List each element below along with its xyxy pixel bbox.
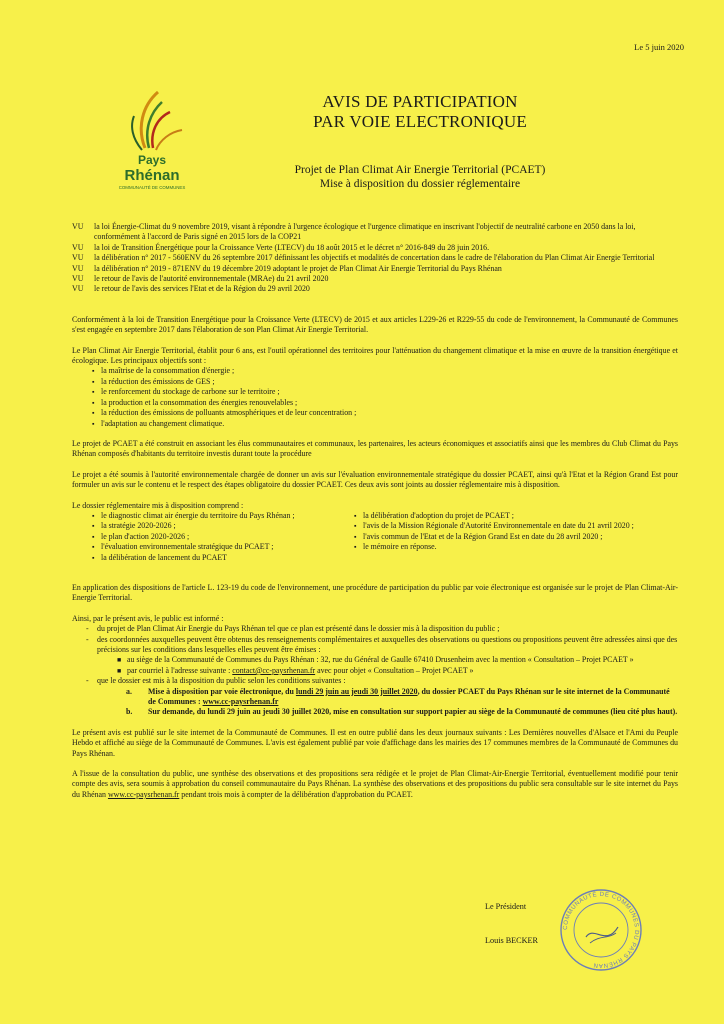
list-item: ▪ la réduction des émissions de GES ; — [92, 377, 678, 387]
email-item: ■ par courriel à l'adresse suivante : contact@cc-paysrhenan.fr avec pour objet « Consultation – Projet PCAET » — [117, 665, 474, 675]
vu-item — [72, 243, 678, 253]
logo-line2: Rhénan — [124, 167, 180, 184]
inform-intro: Ainsi, par le présent avis, le public est informé : — [72, 613, 224, 623]
pays-rhenan-logo — [112, 88, 192, 198]
page-title — [230, 92, 610, 132]
vu-label: VU — [72, 284, 84, 294]
objectives-list — [72, 366, 678, 428]
vu-label: VU — [72, 263, 84, 273]
synthesis-text: A l'issue de la consultation du public, une synthèse des observations et des propositions sera rédigée et le projet de Plan Climat-Air-Energie Territorial, éventuellement modifié pour tenir compte des avis, sera soumis à approbation du conseil communautaire du Pays Rhénan. La synthèse des observations et des propositions du public sera consultable sur le site internet du Pays du Rhénan — [72, 769, 678, 799]
vu-label: VU — [72, 242, 84, 252]
website-link[interactable]: www.cc-paysrhenan.fr — [107, 789, 180, 799]
list-item: ▪ la production et la consommation des énergies renouvelables ; — [92, 398, 678, 408]
vu-item — [72, 264, 678, 274]
inform-text: que le dossier est mis à la disposition du public selon les conditions suivantes : — [97, 676, 346, 686]
dossier-contents — [72, 511, 678, 563]
list-item: ▪ le mémoire en réponse. — [354, 542, 678, 552]
paragraph-synthesis — [72, 769, 678, 800]
vu-text: la délibération n° 2019 - 871ENV du 19 décembre 2019 adoptant le projet de Plan Climat Air Energie Territorial du Pays Rhénan — [94, 263, 502, 273]
vu-item — [72, 284, 678, 294]
page-subtitle — [230, 163, 610, 191]
paragraph-article: En application des dispositions de l'article L. 123-19 du code de l'environnement, une procédure de participation du public par voie électronique est organisée sur le projet de Plan Climat-Air-Energie Territorial. — [72, 582, 678, 603]
condition-label: b. — [126, 707, 133, 717]
condition-text: Mise à disposition par voie électronique, du — [148, 686, 296, 696]
paragraph-authority: Le projet a été soumis à l'autorité environnementale chargée de donner un avis sur l'évaluation environnementale stratégique du dossier PCAET, ainsi qu'à l'Etat et la Région Grand Est pour formuler un avis sur le contenu et le respect des étapes obligatoire du dossier PCAET. Ces deux avis sont joints au dossier réglementaire mis à disposition. — [72, 469, 678, 490]
list-item: ▪ la réduction des émissions de polluants atmosphériques et de leur concentration ; — [92, 408, 678, 418]
condition-label: a. — [126, 686, 132, 696]
list-item: ▪ le renforcement du stockage de carbone sur le territoire ; — [92, 387, 678, 397]
list-item: ▪ la maîtrise de la consommation d'énergie ; — [92, 366, 678, 376]
vu-list — [72, 222, 678, 295]
paragraph-ltecv: Conformément à la loi de Transition Energétique pour la Croissance Verte (LTECV) de 2015 et aux articles L229-26 et R229-55 du code de l'environnement, la Communauté de Communes s'est engagée en septembre 2017 dans l'élaboration de son Plan Climat Air Energie Territorial. — [72, 314, 678, 335]
list-item: ▪ la stratégie 2020-2026 ; — [92, 521, 354, 531]
condition-b — [72, 707, 678, 717]
logo-line1: Pays — [137, 153, 167, 167]
vu-text: le retour de l'avis des services l'Etat et de la Région du 29 avril 2020 — [94, 284, 310, 294]
vu-item — [72, 253, 678, 263]
inform-item: - des coordonnées auxquelles peuvent être obtenus des renseignements complémentaires et auxquelles des observations ou questions ou propositions peuvent être adressées ainsi que des précisions sur les conditions dans lesquelles elles peuvent être émises : — [86, 634, 678, 654]
email-link[interactable]: contact@cc-paysrhenan.fr — [232, 665, 316, 675]
stamp-text: COMMUNAUTÉ DE COMMUNES DU PAYS RHÉNAN — [562, 891, 640, 969]
address-item: ■ au siège de la Communauté de Communes du Pays Rhénan : 32, rue du Général de Gaulle 67410 Drusenheim avec la mention « Consultation – Projet PCAET » — [117, 655, 634, 665]
list-item: ▪ l'adaptation au changement climatique. — [92, 419, 678, 429]
vu-item — [72, 222, 678, 243]
vu-text: la loi de Transition Énergétique pour la Croissance Verte (LTECV) du 18 août 2015 et le décret n° 2016-849 du 28 juin 2016. — [94, 242, 490, 252]
subtitle-line2: Mise à disposition du dossier réglementaire — [319, 178, 521, 190]
list-item: ▪ le diagnostic climat air énergie du territoire du Pays Rhénan ; — [92, 511, 354, 521]
document-body — [72, 222, 678, 800]
address-text: au siège de la Communauté de Communes du Pays Rhénan : 32, rue du Général de Gaulle 67410 Drusenheim avec la mention « Consultation – Projet PCAET » — [127, 655, 634, 665]
inform-text: des coordonnées auxquelles peuvent être obtenus des renseignements complémentaires et auxquelles des observations ou questions ou propositions peuvent être adressées ainsi que des précisions sur les conditions dans lesquelles elles peuvent être émises : — [97, 634, 678, 654]
vu-label: VU — [72, 222, 84, 231]
list-item: ▪ le plan d'action 2020-2026 ; — [92, 532, 354, 542]
list-item: ▪ la délibération de lancement du PCAET — [92, 553, 354, 563]
subtitle-line1: Projet de Plan Climat Air Energie Territorial (PCAET) — [294, 164, 546, 176]
signature-name: Louis BECKER — [485, 936, 538, 945]
title-line2: PAR VOIE ELECTRONIQUE — [313, 112, 527, 131]
vu-text: la délibération n° 2017 - 560ENV du 26 septembre 2017 définissant les objectifs et modalités de concertation dans le cadre de l'élaboration du Plan Climat Air Energie Territorial — [94, 253, 655, 263]
inform-text: du projet de Plan Climat Air Energie du Pays Rhénan tel que ce plan est présenté dans le dossier mis à la disposition du public ; — [97, 624, 500, 634]
list-item: ▪ l'avis commun de l'Etat et de la Région Grand Est en date du 28 avril 2020 ; — [354, 532, 678, 542]
vu-text: le retour de l'avis de l'autorité environnementale (MRAe) du 21 avril 2020 — [94, 274, 329, 284]
title-line1: AVIS DE PARTICIPATION — [322, 92, 518, 111]
condition-text: Sur demande, du lundi 29 juin au jeudi 30 juillet 2020, mise en consultation sur support papier au siège de la Communauté de communes (lieu cité plus haut). — [148, 707, 678, 717]
condition-dates: lundi 29 juin au jeudi 30 juillet 2020 — [295, 686, 418, 696]
email-suffix: avec pour objet « Consultation – Projet PCAET » — [315, 665, 474, 675]
list-item: ▪ l'évaluation environnementale stratégique du PCAET ; — [92, 542, 354, 552]
inform-item: - que le dossier est mis à la disposition du public selon les conditions suivantes : — [72, 676, 678, 686]
synthesis-text: pendant trois mois à compter de la délibération d'approbation du PCAET. — [179, 789, 413, 799]
condition-a — [72, 687, 678, 708]
dossier-list-right — [354, 511, 678, 563]
email-prefix: par courriel à l'adresse suivante : — [127, 665, 233, 675]
vu-item — [72, 274, 678, 284]
vu-label: VU — [72, 253, 84, 263]
logo-tagline: COMMUNAUTÉ DE COMMUNES — [118, 185, 186, 190]
signature-title: Le Président — [485, 902, 527, 911]
document-date: Le 5 juin 2020 — [634, 42, 684, 52]
dossier-list-left — [72, 511, 354, 563]
paragraph-publication: Le présent avis est publié sur le site internet de la Communauté de Communes. Il est en outre publié dans les deux journaux suivants : Les Dernières nouvelles d'Alsace et l'Ami du Peuple Hebdo et affiché au siège de la Communauté de Communes. L'avis est également publié par voie d'affichage dans les mairies des 17 communes membres de la Communauté de Communes du Pays Rhénan. — [72, 727, 678, 758]
website-link[interactable]: www.cc-paysrhenan.fr — [202, 697, 279, 707]
paragraph-construction: Le projet de PCAET a été construit en associant les élus communautaires et communaux, les partenaires, les acteurs économiques et associatifs ainsi que les membres du Club Climat du Pays Rhénan composés d'habitants du territoire investis durant toute la procédure — [72, 438, 678, 459]
list-item: ▪ la délibération d'adoption du projet de PCAET ; — [354, 511, 678, 521]
vu-text: la loi Énergie-Climat du 9 novembre 2019, visant à répondre à l'urgence écologique et l'urgence climatique en inscrivant l'objectif de neutralité carbone en 2050 dans la loi, conformément à l'accord de Paris signé en 2015 lors de la COP21 — [94, 222, 636, 242]
paragraph-objectives-intro: Le Plan Climat Air Energie Territorial, établit pour 6 ans, est l'outil opérationnel des territoires pour l'atténuation du changement climatique et la mise en œuvre de la transition énergétique et écologique. Les principaux objectifs sont : — [72, 345, 678, 366]
vu-label: VU — [72, 274, 84, 284]
inform-item: - du projet de Plan Climat Air Energie du Pays Rhénan tel que ce plan est présenté dans le dossier mis à la disposition du public ; — [72, 624, 678, 634]
list-item: ▪ l'avis de la Mission Régionale d'Autorité Environnementale en date du 21 avril 2020 ; — [354, 521, 678, 531]
dossier-intro: Le dossier réglementaire mis à disposition comprend : — [72, 500, 244, 510]
official-stamp — [556, 885, 646, 975]
condition-text: , du dossier PCAET du Pays Rhénan sur le site internet de la Communauté de Communes : — [148, 686, 670, 707]
